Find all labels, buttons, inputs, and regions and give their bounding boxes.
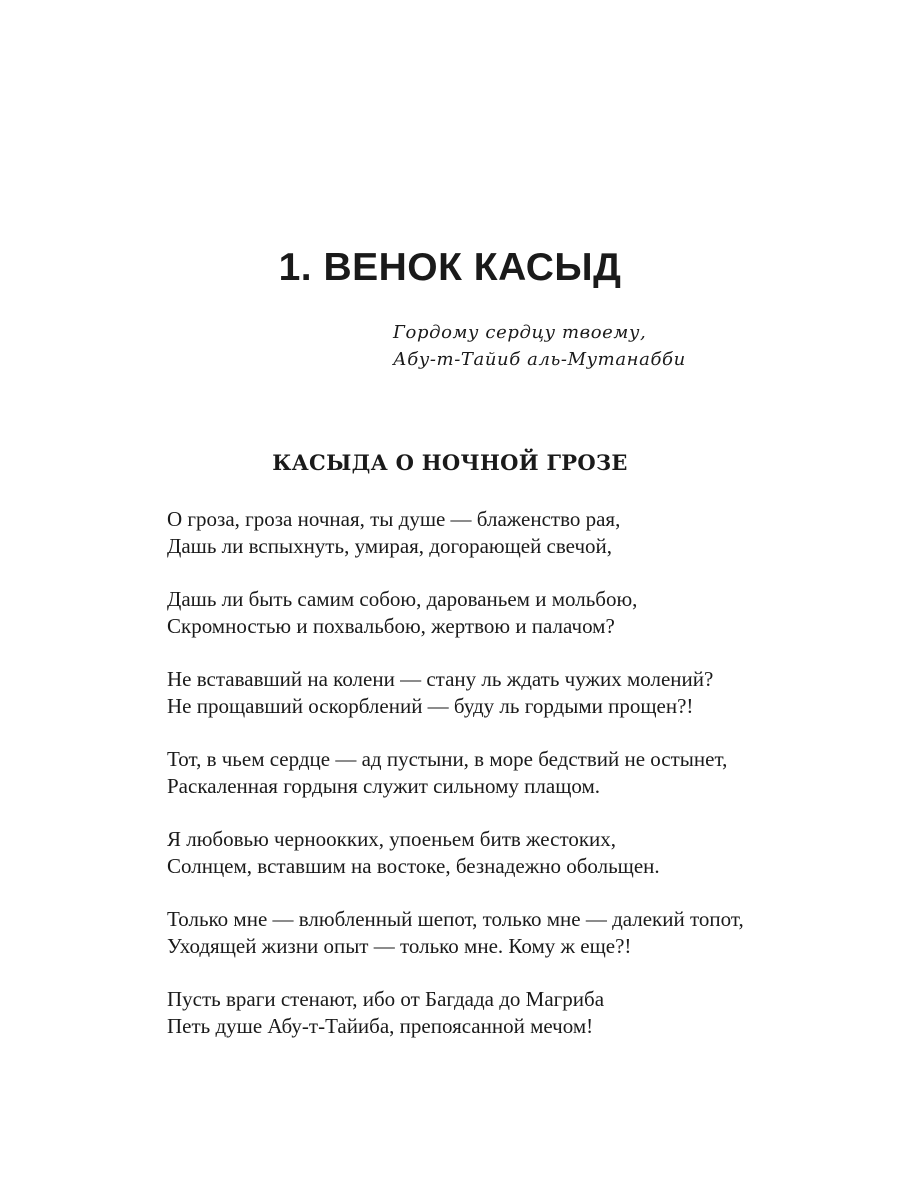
verse-line: Дашь ли вспыхнуть, умирая, догорающей свечой, xyxy=(167,534,613,558)
stanza xyxy=(167,826,744,880)
verse-line: Уходящей жизни опыт — только мне. Кому ж еще?! xyxy=(167,934,632,958)
epigraph-dedication xyxy=(393,319,686,373)
chapter-title: 1. ВЕНОК КАСЫД xyxy=(278,246,622,289)
dedication-line: Гордому сердцу твоему, xyxy=(393,322,647,343)
verse-line: Скромностью и похвальбою, жертвою и палачом? xyxy=(167,614,615,638)
stanza xyxy=(167,666,744,720)
verse-line: Я любовью черноокких, упоеньем битв жестоких, xyxy=(167,827,617,851)
verse-line: Только мне — влюбленный шепот, только мне — далекий топот, xyxy=(167,907,744,931)
verse-line: Пусть враги стенают, ибо от Багдада до Магриба xyxy=(167,987,605,1011)
verse-line: Петь душе Абу-т-Тайиба, препоясанной мечом! xyxy=(167,1014,594,1038)
verse-line: Солнцем, вставшим на востоке, безнадежно обольщен. xyxy=(167,854,660,878)
verse-line: Тот, в чьем сердце — ад пустыни, в море бедствий не остынет, xyxy=(167,747,728,771)
stanza xyxy=(167,986,744,1040)
stanza xyxy=(167,506,744,560)
poem-title: КАСЫДА О НОЧНОЙ ГРОЗЕ xyxy=(272,450,628,475)
stanza xyxy=(167,746,744,800)
dedication-line: Абу-т-Тайиб аль-Мутанабби xyxy=(393,349,686,370)
stanza xyxy=(167,906,744,960)
verse-line: Не встававший на колени — стану ль ждать чужих молений? xyxy=(167,667,714,691)
poem-body xyxy=(167,506,744,1066)
verse-line: Дашь ли быть самим собою, дарованьем и мольбою, xyxy=(167,587,638,611)
verse-line: Не прощавший оскорблений — буду ль гордыми прощен?! xyxy=(167,694,694,718)
verse-line: Раскаленная гордыня служит сильному плащом. xyxy=(167,774,601,798)
verse-line: О гроза, гроза ночная, ты душе — блаженство рая, xyxy=(167,507,621,531)
stanza xyxy=(167,586,744,640)
